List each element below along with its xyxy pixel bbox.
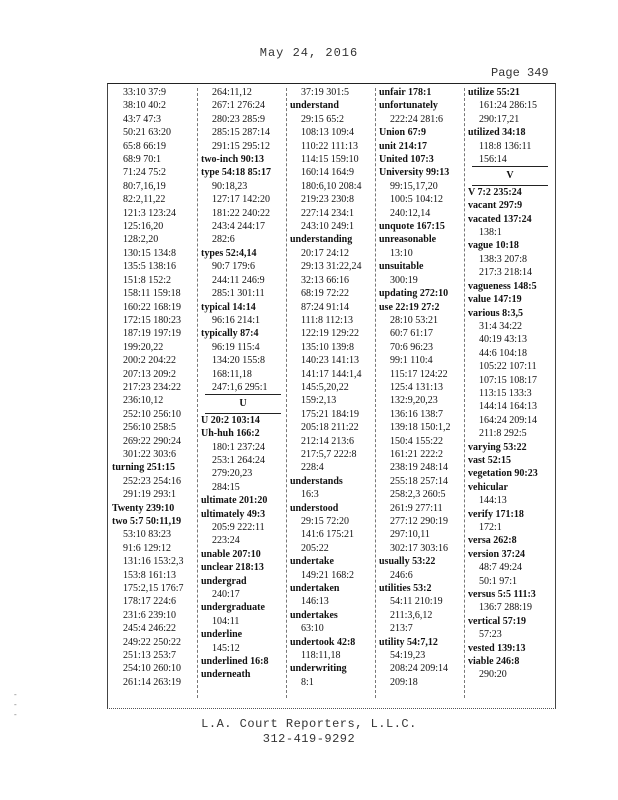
- index-term: unsuitable: [379, 261, 424, 273]
- index-reference: 227:14 234:1: [301, 207, 355, 219]
- index-reference: 240:12,14: [390, 207, 431, 219]
- index-reference: 107:15 108:17: [479, 374, 538, 386]
- index-reference: 161:21 222:2: [390, 448, 444, 460]
- index-reference: 209:18: [390, 676, 418, 688]
- index-reference: 213:7: [390, 623, 413, 635]
- index-reference: 211:8 292:5: [479, 428, 527, 440]
- index-reference: 13:10: [390, 247, 413, 259]
- index-reference: 300:19: [390, 274, 418, 286]
- index-reference: 252:10 256:10: [123, 408, 182, 420]
- index-term: unreasonable: [379, 234, 437, 246]
- index-column-2: [201, 86, 285, 706]
- index-reference: 251:13 253:7: [123, 650, 177, 662]
- index-reference: 291:15 295:12: [212, 140, 271, 152]
- index-reference: 135:5 138:16: [123, 261, 177, 273]
- section-letter: V: [506, 170, 514, 182]
- index-term: underline: [201, 629, 243, 641]
- index-reference: 115:17 124:22: [390, 368, 448, 380]
- index-reference: 180:6,10 208:4: [301, 180, 362, 192]
- margin-mark: -: [14, 700, 17, 709]
- index-reference: 138:3 207:8: [479, 253, 528, 265]
- index-reference: 217:23 234:22: [123, 381, 182, 393]
- index-reference: 252:23 254:16: [123, 475, 182, 487]
- page-number: Page 349: [491, 66, 549, 80]
- index-reference: 104:11: [212, 615, 240, 627]
- index-reference: 240:17: [212, 589, 240, 601]
- index-reference: 99:15,17,20: [390, 180, 438, 192]
- index-reference: 282:6: [212, 234, 235, 246]
- index-reference: 253:1 264:24: [212, 454, 266, 466]
- index-reference: 128:2,20: [123, 234, 159, 246]
- index-reference: 60:7 61:17: [390, 328, 434, 340]
- index-term: underlined 16:8: [201, 656, 269, 668]
- index-term: types 52:4,14: [201, 247, 257, 259]
- index-reference: 132:9,20,23: [390, 395, 438, 407]
- index-reference: 228:4: [301, 462, 324, 474]
- index-term: turning 251:15: [112, 462, 176, 474]
- index-reference: 205:22: [301, 542, 329, 554]
- index-term: vehicular: [468, 481, 508, 493]
- index-reference: 175:2,15 176:7: [123, 583, 184, 595]
- index-reference: 160:22 168:19: [123, 301, 182, 313]
- index-reference: 20:17 24:12: [301, 247, 350, 259]
- index-reference: 110:22 111:13: [301, 140, 358, 152]
- index-term: undergraduate: [201, 602, 265, 614]
- index-term: versa 262:8: [468, 535, 517, 547]
- index-term: vast 52:15: [468, 454, 512, 466]
- index-reference: 161:24 286:15: [479, 100, 538, 112]
- index-reference: 111:8 112:13: [301, 314, 353, 326]
- index-reference: 90:7 179:6: [212, 261, 256, 273]
- index-reference: 105:22 107:11: [479, 361, 537, 373]
- index-reference: 284:15: [212, 481, 240, 493]
- index-reference: 211:3,6,12: [390, 609, 433, 621]
- index-reference: 291:19 293:1: [123, 489, 177, 501]
- index-term: understand: [290, 100, 339, 112]
- index-reference: 277:12 290:19: [390, 516, 449, 527]
- index-reference: 243:4 244:17: [212, 221, 266, 233]
- index-reference: 236:10,12: [123, 395, 164, 407]
- index-column-5: [468, 86, 552, 706]
- index-term: vested 139:13: [468, 642, 526, 654]
- index-reference: 217:5,7 222:8: [301, 448, 357, 460]
- index-term: Uh-huh 166:2: [201, 428, 260, 440]
- index-reference: 144:13: [479, 495, 507, 507]
- index-reference: 100:5 104:12: [390, 194, 444, 206]
- index-term: verify 171:18: [468, 508, 524, 520]
- index-term: vacated 137:24: [468, 213, 532, 225]
- index-term: undertook 42:8: [290, 636, 356, 648]
- index-term: unfortunately: [379, 100, 438, 112]
- index-reference: 207:13 209:2: [123, 368, 177, 380]
- index-term: typically 87:4: [201, 328, 259, 340]
- index-reference: 243:10 249:1: [301, 221, 355, 233]
- index-reference: 297:10,11: [390, 529, 430, 541]
- index-reference: 38:10 40:2: [123, 100, 167, 112]
- index-term: usually 53:22: [379, 556, 436, 568]
- index-reference: 181:22 240:22: [212, 207, 271, 219]
- index-reference: 302:17 303:16: [390, 542, 449, 554]
- index-term: use 22:19 27:2: [379, 301, 440, 313]
- index-reference: 219:23 230:8: [301, 194, 355, 206]
- index-reference: 54:19,23: [390, 650, 426, 662]
- index-reference: 158:11 159:18: [123, 288, 181, 300]
- index-reference: 121:3 123:24: [123, 207, 177, 219]
- footer-phone: 312-419-9292: [262, 732, 356, 746]
- index-reference: 245:4 246:22: [123, 623, 177, 635]
- index-reference: 87:24 91:14: [301, 301, 350, 313]
- section-rule: [205, 394, 281, 395]
- index-reference: 40:19 43:13: [479, 334, 528, 346]
- index-reference: 53:10 83:23: [123, 529, 172, 541]
- index-reference: 246:6: [390, 569, 413, 581]
- index-reference: 238:19 248:14: [390, 462, 449, 474]
- index-reference: 264:11,12: [212, 87, 252, 98]
- index-reference: 118:8 136:11: [479, 140, 532, 152]
- index-reference: 160:14 164:9: [301, 167, 355, 179]
- index-reference: 33:10 37:9: [123, 87, 167, 98]
- index-reference: 261:9 277:11: [390, 502, 443, 514]
- index-reference: 212:14 213:6: [301, 435, 355, 447]
- index-reference: 122:19 129:22: [301, 328, 360, 340]
- index-reference: 65:8 66:19: [123, 140, 167, 152]
- index-term: V 7:2 235:24: [468, 186, 522, 198]
- index-reference: 180:1 237:24: [212, 441, 266, 453]
- index-reference: 114:15 159:10: [301, 154, 359, 166]
- index-column-1: [112, 86, 196, 706]
- index-reference: 29:15 72:20: [301, 516, 350, 527]
- index-reference: 68:19 72:22: [301, 288, 350, 300]
- index-reference: 90:18,23: [212, 180, 248, 192]
- index-reference: 269:22 290:24: [123, 435, 182, 447]
- index-column-4: [379, 86, 463, 706]
- column-divider: [375, 88, 376, 698]
- index-reference: 44:6 104:18: [479, 347, 528, 359]
- index-term: unable 207:10: [201, 548, 261, 560]
- index-reference: 141:6 175:21: [301, 529, 355, 541]
- section-letter: U: [239, 398, 247, 410]
- index-reference: 151:8 152:2: [123, 274, 172, 286]
- index-reference: 134:20 155:8: [212, 355, 266, 367]
- index-reference: 118:11,18: [301, 650, 341, 662]
- index-reference: 145:12: [212, 642, 240, 654]
- index-term: ultimate 201:20: [201, 495, 268, 507]
- index-reference: 205:9 222:11: [212, 522, 265, 533]
- index-term: undergrad: [201, 575, 247, 587]
- index-term: understood: [290, 502, 339, 514]
- index-reference: 187:19 197:19: [123, 328, 182, 340]
- index-term: unfair 178:1: [379, 87, 432, 98]
- index-reference: 168:11,18: [212, 368, 252, 380]
- index-reference: 261:14 263:19: [123, 676, 182, 688]
- index-reference: 57:23: [479, 629, 502, 641]
- index-term: understanding: [290, 234, 353, 246]
- index-reference: 150:4 155:22: [390, 435, 444, 447]
- index-reference: 138:1: [479, 227, 502, 239]
- index-reference: 280:23 285:9: [212, 113, 266, 125]
- index-reference: 136:7 288:19: [479, 602, 533, 614]
- index-reference: 199:20,22: [123, 341, 164, 353]
- index-reference: 178:17 224:6: [123, 596, 177, 608]
- index-term: vacant 297:9: [468, 200, 523, 212]
- index-reference: 32:13 66:16: [301, 274, 350, 286]
- index-term: vegetation 90:23: [468, 468, 538, 480]
- index-reference: 82:2,11,22: [123, 194, 166, 206]
- index-reference: 96:19 115:4: [212, 341, 260, 353]
- index-term: undertake: [290, 556, 334, 568]
- index-reference: 205:18 211:22: [301, 422, 359, 434]
- index-reference: 43:7 47:3: [123, 113, 162, 125]
- index-reference: 16:3: [301, 489, 319, 501]
- index-reference: 156:14: [479, 154, 507, 166]
- index-reference: 256:10 258:5: [123, 422, 177, 434]
- index-reference: 153:8 161:13: [123, 569, 177, 581]
- index-term: updating 272:10: [379, 288, 449, 300]
- index-reference: 91:6 129:12: [123, 542, 172, 554]
- index-reference: 99:1 110:4: [390, 355, 433, 367]
- footer-company: L.A. Court Reporters, L.L.C.: [201, 717, 417, 731]
- index-term: viable 246:8: [468, 656, 520, 668]
- index-term: varying 53:22: [468, 441, 527, 453]
- index-reference: 285:15 287:14: [212, 127, 271, 139]
- index-term: unquote 167:15: [379, 221, 445, 233]
- index-reference: 223:24: [212, 535, 240, 547]
- index-reference: 290:20: [479, 669, 507, 681]
- index-reference: 290:17,21: [479, 113, 520, 125]
- index-reference: 48:7 49:24: [479, 562, 523, 574]
- index-term: utilities 53:2: [379, 583, 432, 595]
- index-term: two 5:7 50:11,19: [112, 516, 182, 527]
- index-term: undertakes: [290, 609, 338, 621]
- margin-mark: -: [14, 690, 17, 699]
- index-reference: 50:1 97:1: [479, 575, 518, 587]
- index-reference: 70:6 96:23: [390, 341, 434, 353]
- index-reference: 301:22 303:6: [123, 448, 177, 460]
- transcript-date: May 24, 2016: [259, 46, 359, 60]
- index-reference: 71:24 75:2: [123, 167, 167, 179]
- index-reference: 108:13 109:4: [301, 127, 355, 139]
- index-term: vertical 57:19: [468, 615, 527, 627]
- index-column-3: [290, 86, 374, 706]
- index-term: unit 214:17: [379, 140, 428, 152]
- column-divider: [286, 88, 287, 698]
- index-reference: 29:15 65:2: [301, 113, 345, 125]
- index-reference: 247:1,6 295:1: [212, 381, 268, 393]
- index-reference: 140:23 141:13: [301, 355, 360, 367]
- margin-mark: -: [14, 710, 17, 719]
- index-term: two-inch 90:13: [201, 154, 265, 166]
- section-rule: [472, 166, 548, 167]
- index-reference: 231:6 239:10: [123, 609, 177, 621]
- index-term: undertaken: [290, 583, 340, 595]
- index-term: underwriting: [290, 663, 347, 675]
- index-term: vague 10:18: [468, 240, 519, 252]
- index-reference: 208:24 209:14: [390, 663, 449, 675]
- index-term: University 99:13: [379, 167, 450, 179]
- index-reference: 175:21 184:19: [301, 408, 360, 420]
- index-reference: 131:16 153:2,3: [123, 556, 184, 568]
- index-reference: 145:5,20,22: [301, 381, 349, 393]
- index-term: various 8:3,5: [468, 307, 523, 319]
- index-reference: 127:17 142:20: [212, 194, 271, 206]
- index-reference: 146:13: [301, 596, 329, 608]
- index-reference: 29:13 31:22,24: [301, 261, 362, 273]
- index-term: unclear 218:13: [201, 562, 264, 574]
- index-reference: 68:9 70:1: [123, 154, 162, 166]
- index-reference: 249:22 250:22: [123, 636, 182, 648]
- index-reference: 50:21 63:20: [123, 127, 172, 139]
- index-term: typical 14:14: [201, 301, 256, 313]
- index-reference: 136:16 138:7: [390, 408, 444, 420]
- index-reference: 28:10 53:21: [390, 314, 439, 326]
- index-term: version 37:24: [468, 548, 525, 560]
- index-reference: 164:24 209:14: [479, 414, 538, 426]
- column-divider: [464, 88, 465, 698]
- index-term: U 20:2 103:14: [201, 414, 260, 426]
- index-reference: 258:2,3 260:5: [390, 489, 446, 501]
- index-reference: 267:1 276:24: [212, 100, 266, 112]
- index-term: underneath: [201, 669, 251, 681]
- index-reference: 63:10: [301, 623, 324, 635]
- index-term: utilize 55:21: [468, 87, 520, 98]
- index-reference: 172:1: [479, 522, 502, 533]
- index-reference: 130:15 134:8: [123, 247, 177, 259]
- index-term: utilized 34:18: [468, 127, 526, 139]
- index-reference: 255:18 257:14: [390, 475, 449, 487]
- index-reference: 96:16 214:1: [212, 314, 261, 326]
- index-term: type 54:18 85:17: [201, 167, 271, 179]
- index-term: United 107:3: [379, 154, 434, 166]
- index-reference: 31:4 34:22: [479, 320, 523, 332]
- index-reference: 172:15 180:23: [123, 314, 182, 326]
- index-reference: 125:16,20: [123, 221, 164, 233]
- index-reference: 217:3 218:14: [479, 267, 533, 279]
- index-reference: 113:15 133:3: [479, 387, 532, 399]
- index-term: value 147:19: [468, 294, 522, 306]
- index-term: vagueness 148:5: [468, 280, 537, 292]
- index-reference: 244:11 246:9: [212, 274, 265, 286]
- index-reference: 54:11 210:19: [390, 596, 443, 608]
- index-reference: 222:24 281:6: [390, 113, 444, 125]
- index-reference: 285:1 301:11: [212, 288, 265, 300]
- index-term: Twenty 239:10: [112, 502, 175, 514]
- index-reference: 135:10 139:8: [301, 341, 355, 353]
- index-term: versus 5:5 111:3: [468, 589, 536, 601]
- index-term: Union 67:9: [379, 127, 426, 139]
- index-term: utility 54:7,12: [379, 636, 438, 648]
- index-reference: 8:1: [301, 676, 314, 688]
- index-term: understands: [290, 475, 343, 487]
- index-reference: 254:10 260:10: [123, 663, 182, 675]
- index-reference: 80:7,16,19: [123, 180, 166, 192]
- index-reference: 125:4 131:13: [390, 381, 444, 393]
- index-reference: 159:2,13: [301, 395, 337, 407]
- index-reference: 200:2 204:22: [123, 355, 177, 367]
- column-divider: [197, 88, 198, 698]
- index-reference: 279:20,23: [212, 468, 253, 480]
- index-reference: 139:18 150:1,2: [390, 422, 451, 434]
- index-reference: 149:21 168:2: [301, 569, 355, 581]
- index-reference: 37:19 301:5: [301, 87, 350, 98]
- index-reference: 144:14 164:13: [479, 401, 538, 413]
- index-term: ultimately 49:3: [201, 508, 266, 520]
- index-reference: 141:17 144:1,4: [301, 368, 362, 380]
